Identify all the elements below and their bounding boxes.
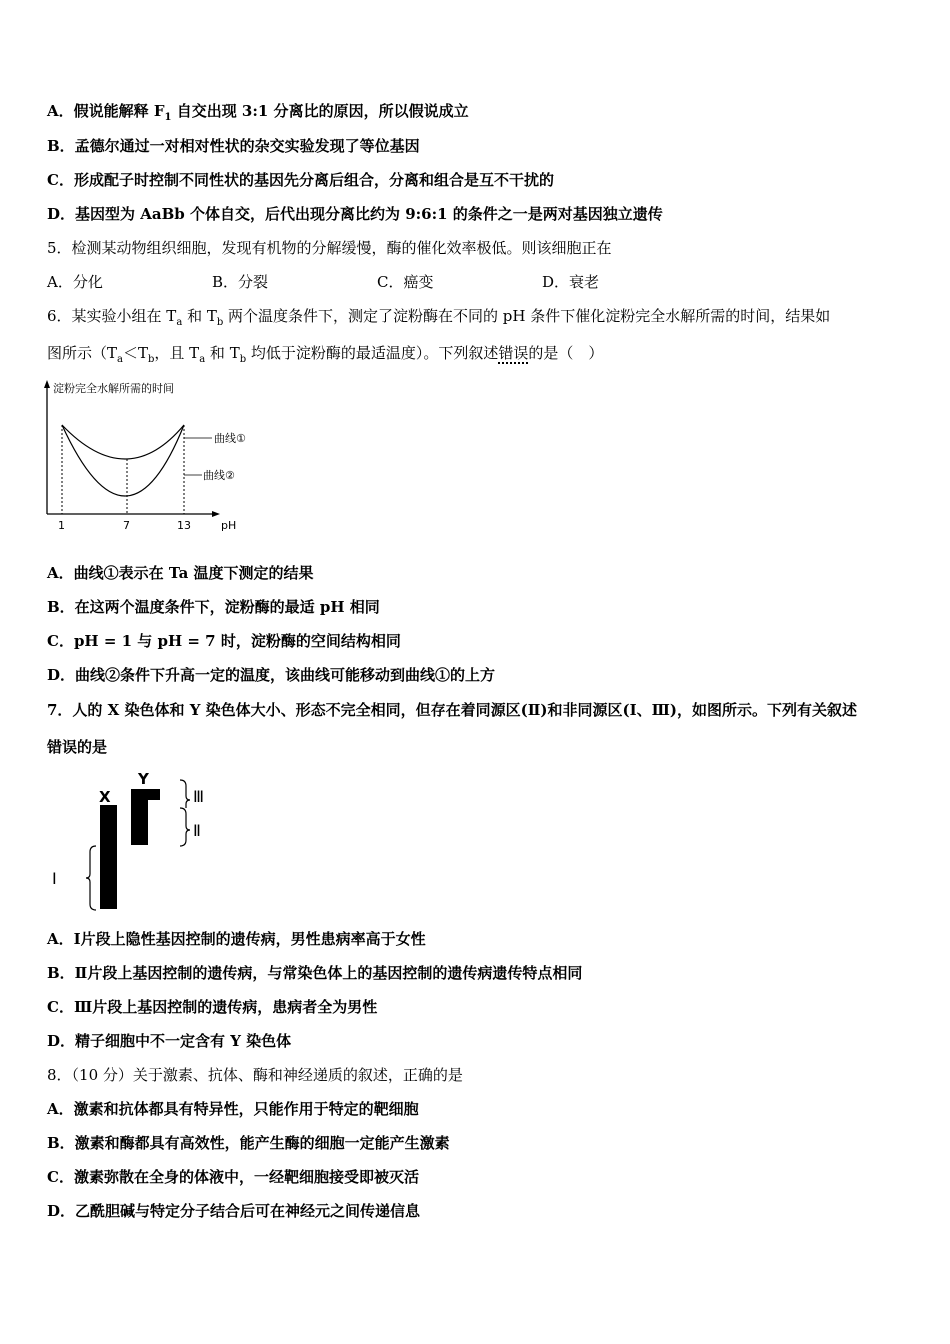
x-tick-1: 1 — [58, 519, 65, 532]
curve-2 — [62, 425, 184, 496]
q7-option-c: C．Ⅲ片段上基因控制的遗传病，患病者全为男性 — [47, 998, 378, 1016]
q4-option-d: D．基因型为 AaBb 个体自交，后代出现分离比约为 9:6:1 的条件之一是两对基因独立遗传 — [47, 205, 663, 223]
q6-option-d: D．曲线②条件下升高一定的温度，该曲线可能移动到曲线①的上方 — [47, 666, 496, 684]
x-chromosome-label: X — [99, 788, 111, 806]
q4-option-b: B．孟德尔通过一对相对性状的杂交实验发现了等位基因 — [47, 137, 420, 155]
region-2-label: Ⅱ — [193, 821, 201, 840]
curve-1 — [62, 425, 184, 459]
q8-option-b: B．激素和酶都具有高效性，能产生酶的细胞一定能产生激素 — [47, 1134, 450, 1152]
region-3-label: Ⅲ — [193, 787, 205, 806]
x-axis-arrow — [212, 511, 220, 517]
q7-option-b: B．Ⅱ片段上基因控制的遗传病，与常染色体上的基因控制的遗传病遗传特点相同 — [47, 964, 583, 982]
q8-option-d: D．乙酰胆碱与特定分子结合后可在神经元之间传递信息 — [47, 1202, 421, 1220]
q6-stem-line2: 图所示（$T_a<T_b$，且 $T_a$ 和 $T_b$ 均低于淀粉酶的最适温度）。下列叙述错误的是（ ） — [47, 344, 604, 365]
q5-option-c: C．癌变 — [377, 273, 434, 291]
region-2-brace — [180, 808, 190, 846]
curve-2-label: 曲线② — [203, 469, 235, 482]
curve-1-label: 曲线① — [214, 432, 246, 445]
q7-figure-xy-chromosome — [40, 764, 240, 916]
q7-stem-line1: 7．人的 X 染色体和 Y 染色体大小、形态不完全相同，但存在着同源区(Ⅱ)和非同源区(Ⅰ、Ⅲ)，如图所示。下列有关叙述 — [47, 701, 857, 719]
x-axis-label: pH — [221, 519, 237, 532]
q4-option-a: A．假说能解释 $F_1$ 自交出现 3:1 分离比的原因，所以假说成立 — [47, 102, 469, 123]
y-axis-arrow — [44, 380, 50, 388]
x-tick-13: 13 — [177, 519, 191, 532]
region-3-brace — [180, 780, 190, 808]
x-tick-7: 7 — [123, 519, 130, 532]
y-chromosome-label: Y — [138, 770, 149, 788]
y-chromosome-top — [131, 789, 160, 800]
y-axis-label: 淀粉完全水解所需的时间 — [53, 382, 174, 395]
q6-option-b: B．在这两个温度条件下，淀粉酶的最适 pH 相同 — [47, 598, 380, 616]
q5-stem: 5．检测某动物组织细胞，发现有机物的分解缓慢，酶的催化效率极低。则该细胞正在 — [47, 239, 612, 257]
q8-option-a: A．激素和抗体都具有特异性，只能作用于特定的靶细胞 — [47, 1100, 419, 1118]
q4-option-c: C．形成配子时控制不同性状的基因先分离后组合，分离和组合是互不干扰的 — [47, 171, 554, 189]
q7-option-d: D．精子细胞中不一定含有 Y 染色体 — [47, 1032, 292, 1050]
q5-option-a: A．分化 — [47, 273, 103, 291]
q6-option-c: C．pH = 1 与 pH = 7 时，淀粉酶的空间结构相同 — [47, 632, 401, 650]
q6-option-a: A．曲线①表示在 Ta 温度下测定的结果 — [47, 564, 314, 582]
q8-option-c: C．激素弥散在全身的体液中，一经靶细胞接受即被灭活 — [47, 1168, 419, 1186]
q6-stem-line1: 6．某实验小组在 $T_a$ 和 $T_b$ 两个温度条件下，测定了淀粉酶在不同的 pH 条件下催化淀粉完全水解所需的时间，结果如 — [47, 307, 831, 328]
q5-option-b: B．分裂 — [212, 273, 269, 291]
q7-stem-line2: 错误的是 — [47, 738, 108, 756]
q5-option-d: D．衰老 — [542, 273, 600, 291]
q5-options — [47, 272, 747, 292]
emphasis-wrong: 错误 — [498, 344, 529, 362]
q8-stem: 8．（10 分）关于激素、抗体、酶和神经递质的叙述，正确的是 — [47, 1066, 463, 1084]
region-1-label: Ⅰ — [52, 869, 57, 888]
q6-figure-ph-curves — [38, 378, 268, 538]
q7-option-a: A．Ⅰ片段上隐性基因控制的遗传病，男性患病率高于女性 — [47, 930, 426, 948]
x-chromosome — [100, 805, 117, 909]
region-1-brace — [86, 846, 96, 910]
